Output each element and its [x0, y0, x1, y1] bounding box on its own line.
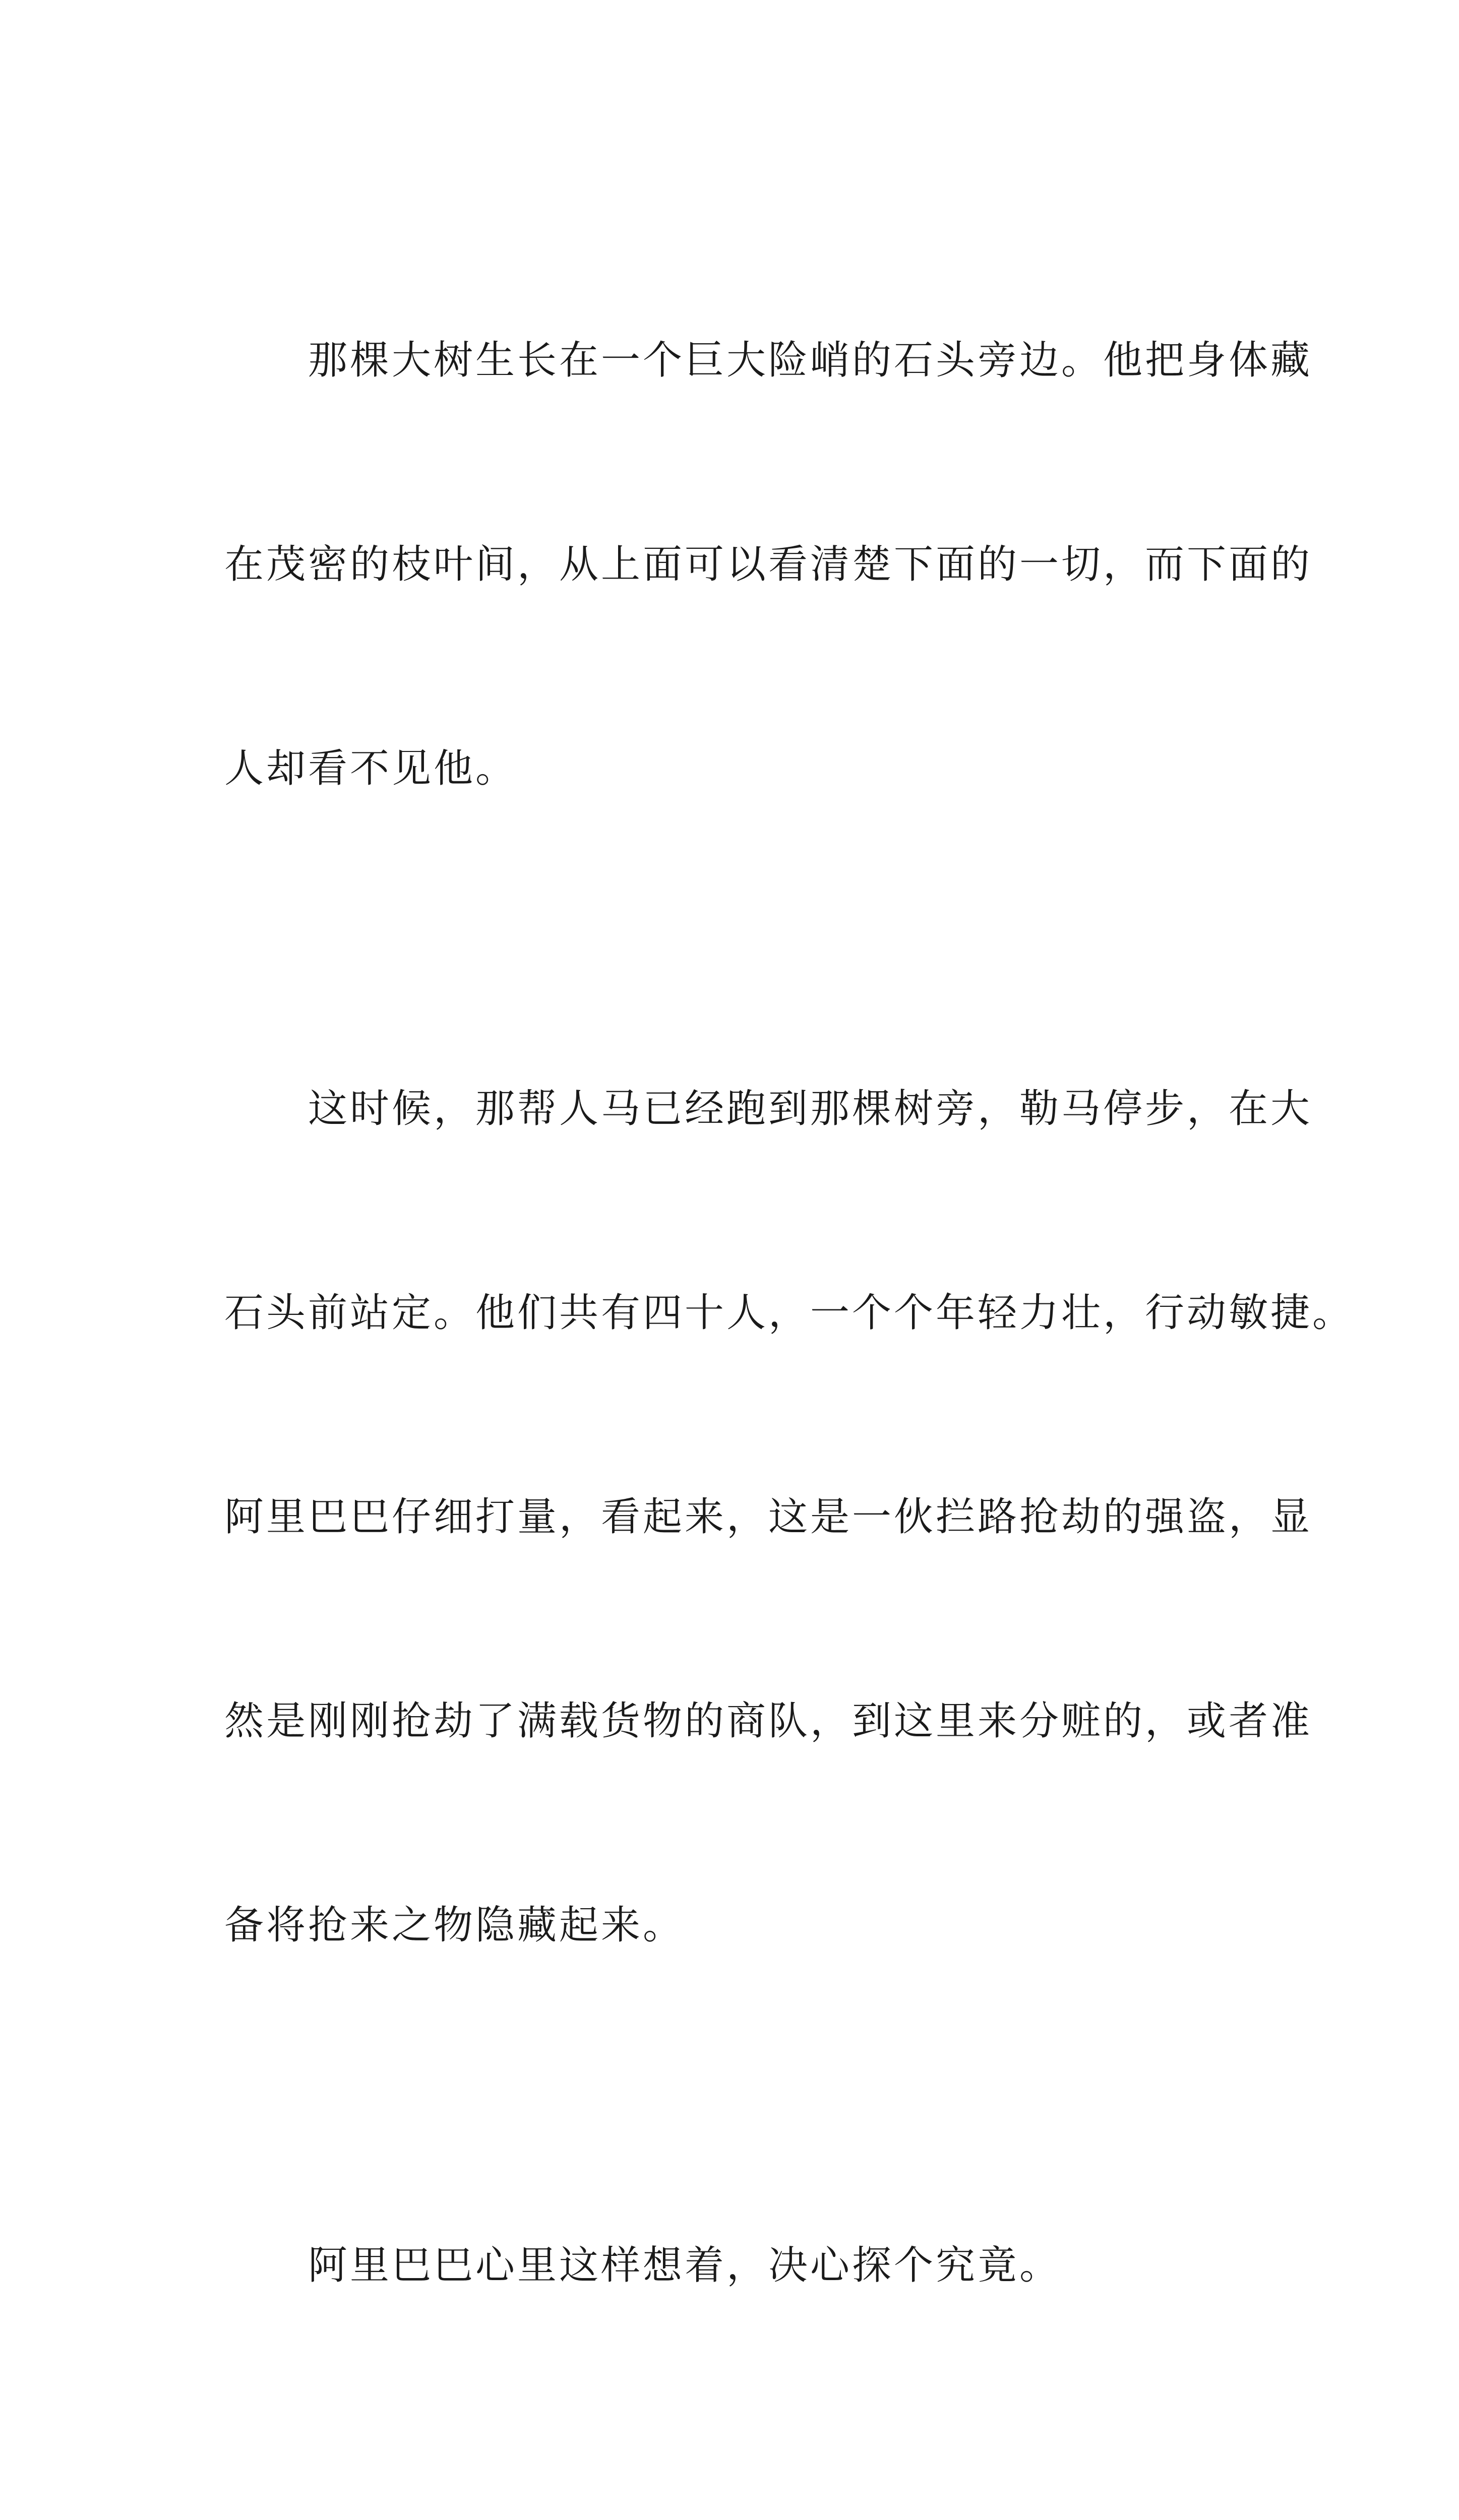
text-line: 这时候，那帮人马已经跑到那棵树旁，勒马停步，在大: [224, 1086, 1313, 1131]
text-line: 阿里巴巴心里这样想着，决心探个究竟。: [224, 2243, 1062, 2288]
document-body: [224, 191, 1355, 2520]
text-line: 石头前站定。他们共有四十人，一个个年轻力壮，行动敏捷。: [224, 1290, 1355, 1336]
text-line: 在茂密的枝叶间，从上面可以看清楚下面的一切，而下面的: [224, 542, 1313, 587]
paragraph: [224, 939, 1355, 2096]
text-line: 那棵大树生长在一个巨大险峭的石头旁边。他把身体藏: [224, 338, 1313, 383]
text-line: 人却看不见他。: [224, 746, 518, 791]
paragraph: [224, 2436, 1253, 2520]
paragraph: [224, 191, 1313, 939]
text-line: 阿里巴巴仔细打量，看起来，这是一伙拦路抢劫的强盗，显: [224, 1494, 1313, 1540]
text-line: 备将抢来之物隐藏起来。: [224, 1903, 685, 1948]
paragraph: [224, 2096, 1253, 2436]
text-line: 然是刚刚抢劫了满载货物的商队，到这里来分赃的，或者准: [224, 1698, 1313, 1744]
